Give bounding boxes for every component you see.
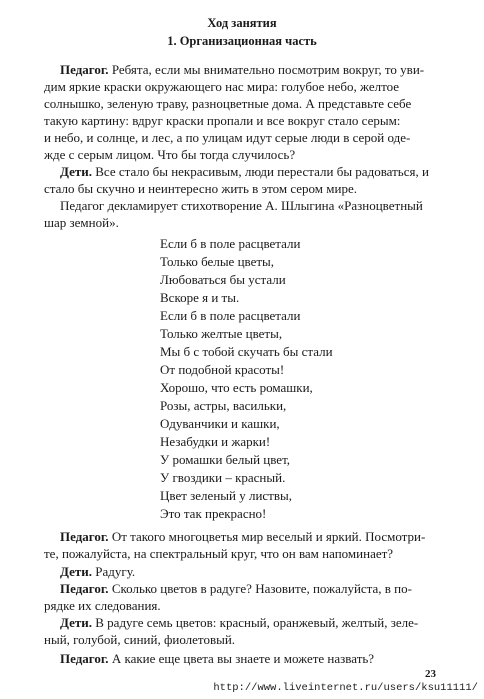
paragraph-line: шар земной». bbox=[44, 215, 119, 230]
paragraph-line: Педагог декламирует стихотворение А. Шлыгина «Разноцветный bbox=[60, 198, 423, 213]
paragraph-line: те, пожалуйста, на спектральный круг, что он вам напоминает? bbox=[44, 546, 394, 561]
paragraph-line: рядке их следования. bbox=[44, 598, 161, 613]
poem-line: У ромашки белый цвет, bbox=[160, 452, 291, 467]
poem-line: От подобной красоты! bbox=[160, 362, 285, 377]
section-subtitle: 1. Организационная часть bbox=[167, 34, 317, 48]
speaker-label: Педагог. bbox=[60, 62, 109, 77]
poem-line: Вскоре я и ты. bbox=[160, 290, 240, 305]
poem-line: Розы, астры, васильки, bbox=[160, 398, 287, 413]
poem-line: Цвет зеленый у листвы, bbox=[160, 488, 292, 503]
paragraph-line: Педагог. Ребята, если мы внимательно посмотрим вокруг, то уви- bbox=[60, 62, 425, 77]
paragraph-line: такую картину: вдруг краски пропали и все вокруг стало серым: bbox=[44, 113, 401, 128]
poem-line: Если б в поле расцветали bbox=[160, 236, 301, 251]
speaker-label: Дети. bbox=[60, 564, 92, 579]
paragraph-line: Педагог. А какие еще цвета вы знаете и можете назвать? bbox=[60, 651, 375, 666]
poem-line: Мы б с тобой скучать бы стали bbox=[160, 344, 333, 359]
watermark-url: http://www.liveinternet.ru/users/ksu11111/ bbox=[213, 682, 478, 694]
paragraph-line: Дети. В радуге семь цветов: красный, оранжевый, желтый, зеле- bbox=[60, 615, 419, 630]
paragraph-line: жде с серым лицом. Что бы тогда случилось? bbox=[44, 147, 296, 162]
poem-line: Незабудки и жарки! bbox=[160, 434, 271, 449]
speaker-label: Дети. bbox=[60, 615, 92, 630]
speaker-label: Педагог. bbox=[60, 529, 109, 544]
paragraph-line: ный, голубой, синий, фиолетовый. bbox=[44, 632, 236, 647]
poem-line: Любоваться бы устали bbox=[160, 272, 286, 287]
paragraph-line: Педагог. Сколько цветов в радуге? Назовите, пожалуйста, в по- bbox=[60, 581, 412, 596]
poem-line: Только желтые цветы, bbox=[160, 326, 283, 341]
poem-line: Хорошо, что есть ромашки, bbox=[160, 380, 313, 395]
paragraph-line: Педагог. От такого многоцветья мир веселый и яркий. Посмотри- bbox=[60, 529, 426, 544]
section-title: Ход занятия bbox=[207, 16, 277, 30]
paragraph-line: Дети. Все стало бы некрасивым, люди перестали бы радоваться, и bbox=[60, 164, 429, 179]
paragraph-line: солнышко, зеленую траву, разноцветные дома. А представьте себе bbox=[44, 96, 412, 111]
paragraph-line: дим яркие краски окружающего нас мира: голубое небо, желтое bbox=[44, 79, 400, 94]
poem-line: Одуванчики и кашки, bbox=[160, 416, 280, 431]
paragraph-line: стало бы скучно и неинтересно жить в этом сером мире. bbox=[44, 181, 357, 196]
poem-line: Только белые цветы, bbox=[160, 254, 275, 269]
poem-line: У гвоздики – красный. bbox=[160, 470, 286, 485]
page-number: 23 bbox=[425, 668, 436, 680]
speaker-label: Педагог. bbox=[60, 581, 109, 596]
poem-line: Если б в поле расцветали bbox=[160, 308, 301, 323]
speaker-label: Педагог. bbox=[60, 651, 109, 666]
speaker-label: Дети. bbox=[60, 164, 92, 179]
poem-line: Это так прекрасно! bbox=[160, 506, 267, 521]
paragraph-line: Дети. Радугу. bbox=[60, 564, 136, 579]
paragraph-line: и небо, и солнце, и лес, а по улицам идут серые люди в серой оде- bbox=[44, 130, 411, 145]
